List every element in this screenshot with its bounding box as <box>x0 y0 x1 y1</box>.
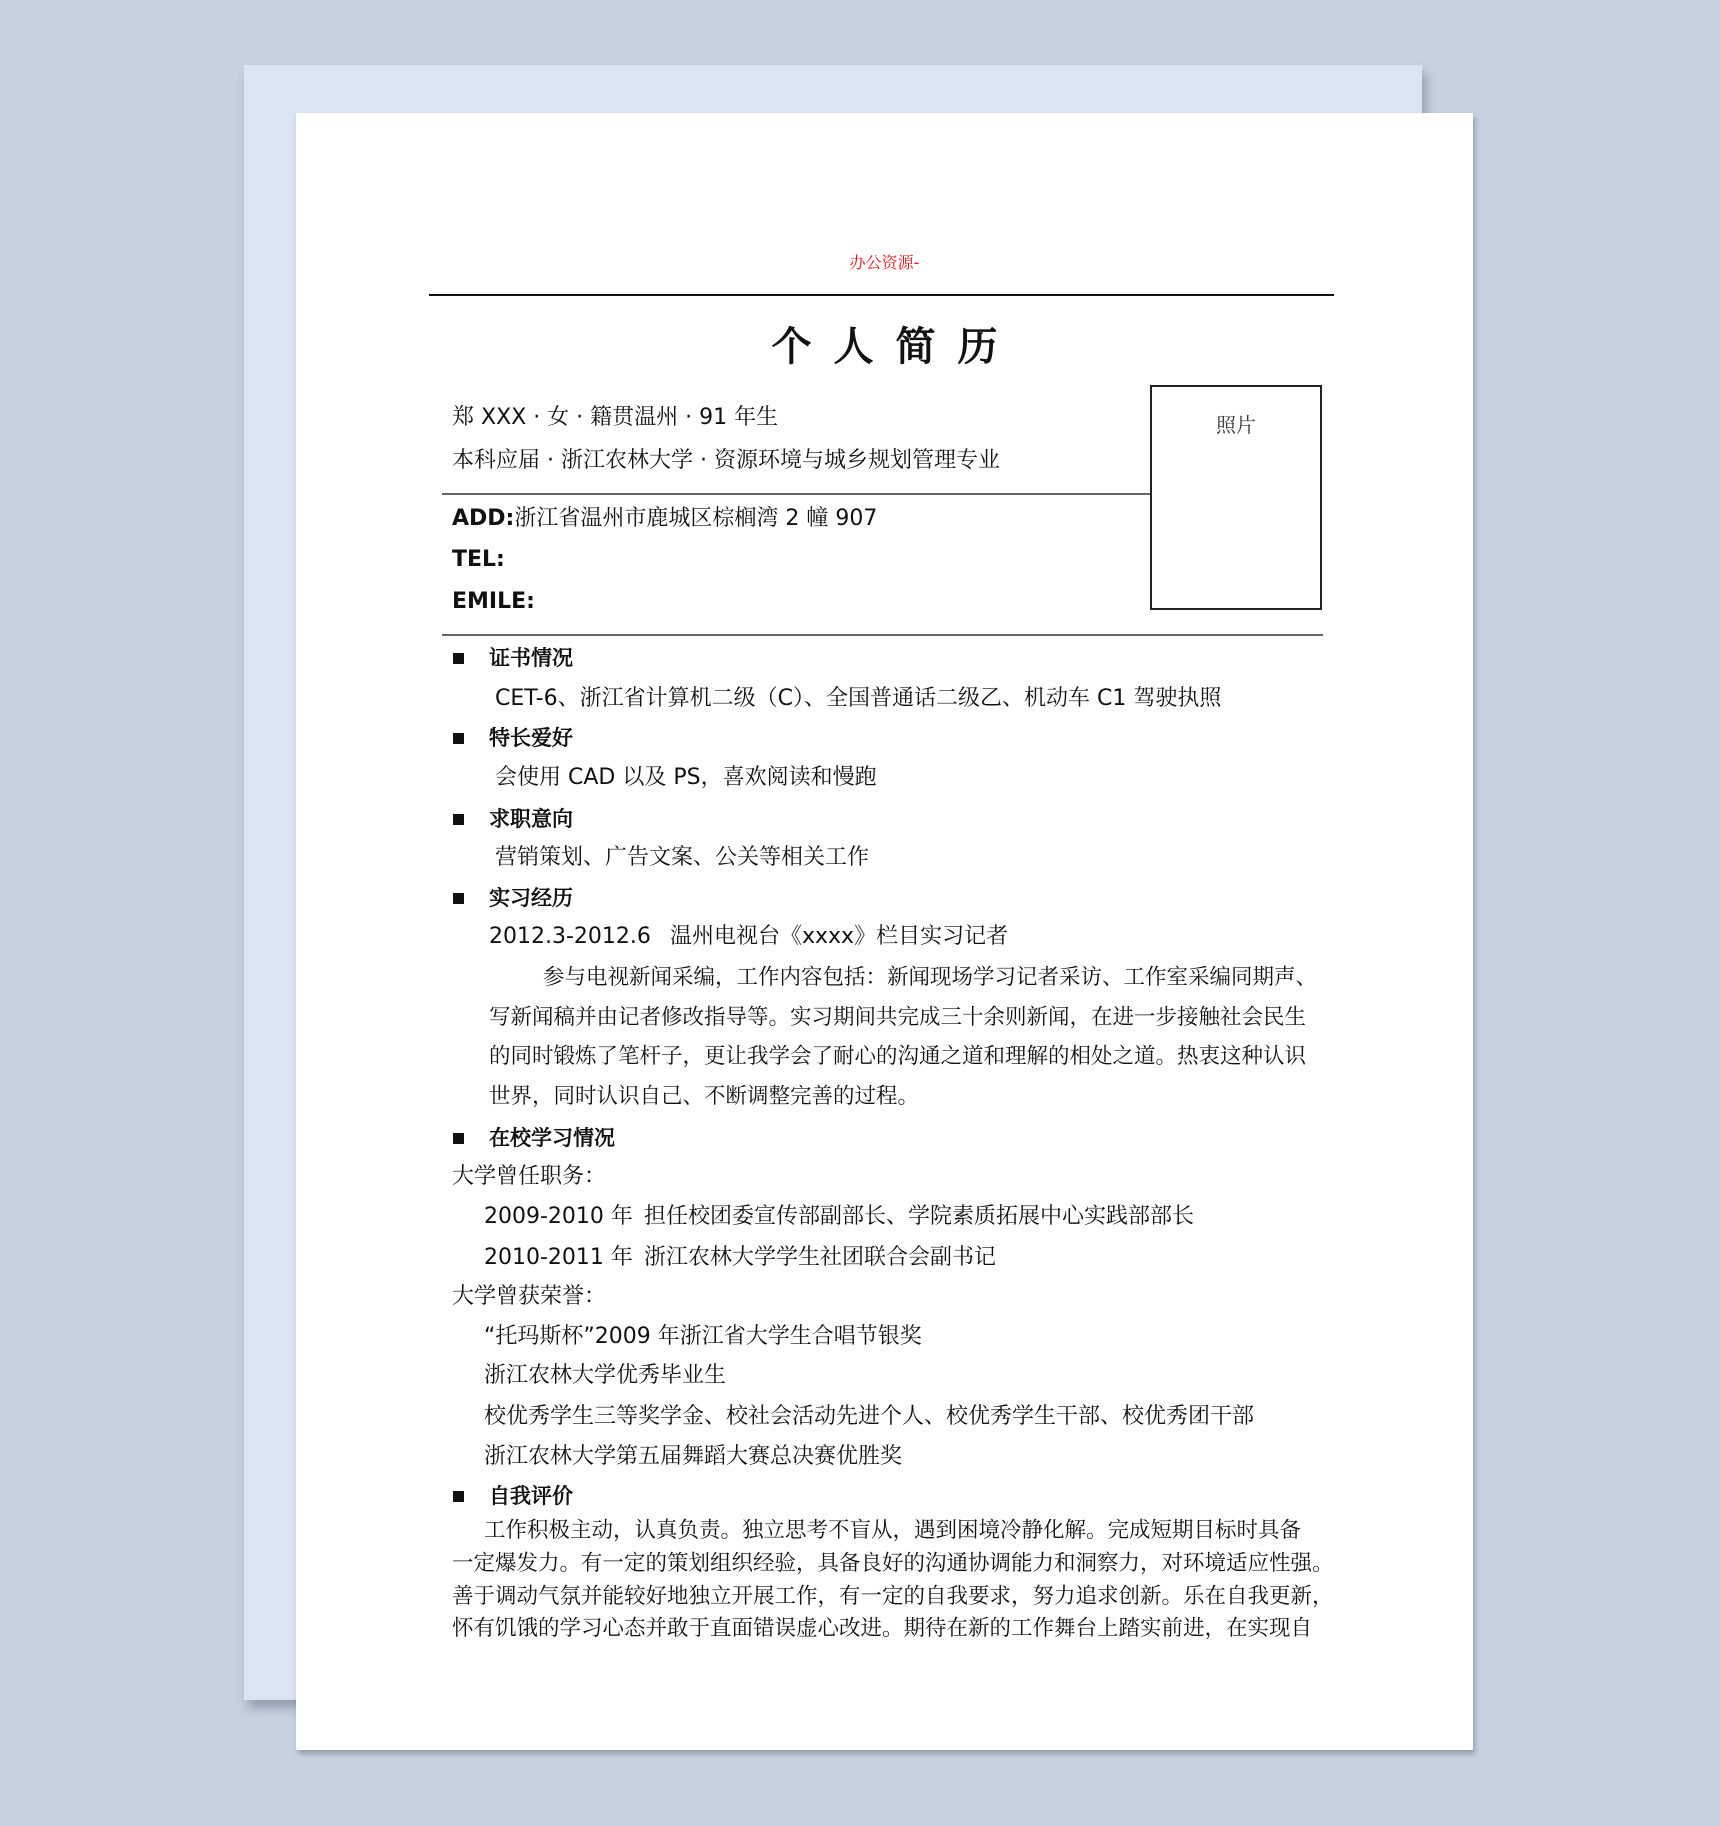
position-role: 浙江农林大学学生社团联合会副书记 <box>644 1245 997 1270</box>
profile-bottom-divider <box>442 634 1323 636</box>
section-heading-internship: 实习经历 <box>489 886 573 910</box>
page-title: 个人简历 <box>771 324 1020 370</box>
internship-position: 温州电视台《xxxx》栏目实习记者 <box>670 924 1009 949</box>
honor-item: 校优秀学生三等奖学金、校社会活动先进个人、校优秀学生干部、校优秀团干部 <box>484 1404 1255 1429</box>
honor-item: 浙江农林大学优秀毕业生 <box>484 1363 727 1388</box>
positions-label: 大学曾任职务： <box>452 1164 607 1189</box>
photo-label: 照片 <box>1216 413 1256 437</box>
position-year: 2009-2010 年 <box>484 1204 633 1229</box>
honor-item: “托玛斯杯”2009 年浙江省大学生合唱节银奖 <box>484 1324 922 1349</box>
bullet-icon <box>453 1491 464 1502</box>
header-divider <box>429 294 1334 296</box>
address-row <box>452 504 877 534</box>
self-evaluation-line: 善于调动气氛并能较好地独立开展工作，有一定的自我要求，努力追求创新。乐在自我更新， <box>452 1584 1334 1609</box>
internship-desc-line: 的同时锻炼了笔杆子，更让我学会了耐心的沟通之道和理解的相处之道。热衷这种认识 <box>489 1044 1307 1069</box>
tel-row <box>452 545 505 575</box>
bullet-icon <box>453 814 464 825</box>
internship-desc-line: 参与电视新闻采编，工作内容包括：新闻现场学习记者采访、工作室采编同期声、 <box>543 965 1318 990</box>
section-heading-certificates: 证书情况 <box>489 646 573 670</box>
resume-page <box>296 113 1473 1750</box>
profile-divider <box>442 493 1150 495</box>
internship-desc-line: 写新闻稿并由记者修改指导等。实习期间共完成三十余则新闻，在进一步接触社会民生 <box>489 1005 1307 1030</box>
header-watermark: 办公资源- <box>849 253 920 272</box>
bullet-icon <box>453 653 464 664</box>
hobbies-content: 会使用 CAD 以及 PS，喜欢阅读和慢跑 <box>495 765 877 790</box>
job-intention-content: 营销策划、广告文案、公关等相关工作 <box>495 845 870 870</box>
profile-education-info: 本科应届 · 浙江农林大学 · 资源环境与城乡规划管理专业 <box>452 448 1000 473</box>
internship-desc-line: 世界，同时认识自己、不断调整完善的过程。 <box>489 1084 920 1109</box>
email-row <box>452 587 535 617</box>
bullet-icon <box>453 1133 464 1144</box>
tel-label: TEL: <box>452 547 505 572</box>
position-role: 担任校团委宣传部副部长、学院素质拓展中心实践部部长 <box>644 1204 1195 1229</box>
certificates-content: CET-6、浙江省计算机二级（C）、全国普通话二级乙、机动车 C1 驾驶执照 <box>495 686 1222 711</box>
self-evaluation-line: 工作积极主动，认真负责。独立思考不盲从，遇到困境冷静化解。完成短期目标时具备 <box>484 1518 1302 1543</box>
honors-label: 大学曾获荣誉： <box>452 1284 607 1309</box>
address-label: ADD: <box>452 506 515 531</box>
bullet-icon <box>453 893 464 904</box>
self-evaluation-line: 怀有饥饿的学习心态并敢于直面错误虚心改进。期待在新的工作舞台上踏实前进，在实现自 <box>452 1616 1313 1641</box>
section-heading-self-evaluation: 自我评价 <box>489 1484 573 1508</box>
profile-basic-info: 郑 XXX · 女 · 籍贯温州 · 91 年生 <box>452 405 779 430</box>
internship-period: 2012.3-2012.6 <box>489 924 651 949</box>
section-heading-school: 在校学习情况 <box>489 1126 615 1150</box>
section-heading-hobbies: 特长爱好 <box>489 726 573 750</box>
position-year: 2010-2011 年 <box>484 1245 633 1270</box>
email-label: EMILE: <box>452 589 535 614</box>
section-heading-job-intention: 求职意向 <box>489 807 573 831</box>
honor-item: 浙江农林大学第五届舞蹈大赛总决赛优胜奖 <box>484 1444 903 1469</box>
self-evaluation-line: 一定爆发力。有一定的策划组织经验，具备良好的沟通协调能力和洞察力，对环境适应性强。 <box>452 1551 1334 1576</box>
photo-placeholder <box>1150 385 1322 610</box>
address-value: 浙江省温州市鹿城区棕榈湾 2 幢 907 <box>514 506 878 531</box>
bullet-icon <box>453 733 464 744</box>
